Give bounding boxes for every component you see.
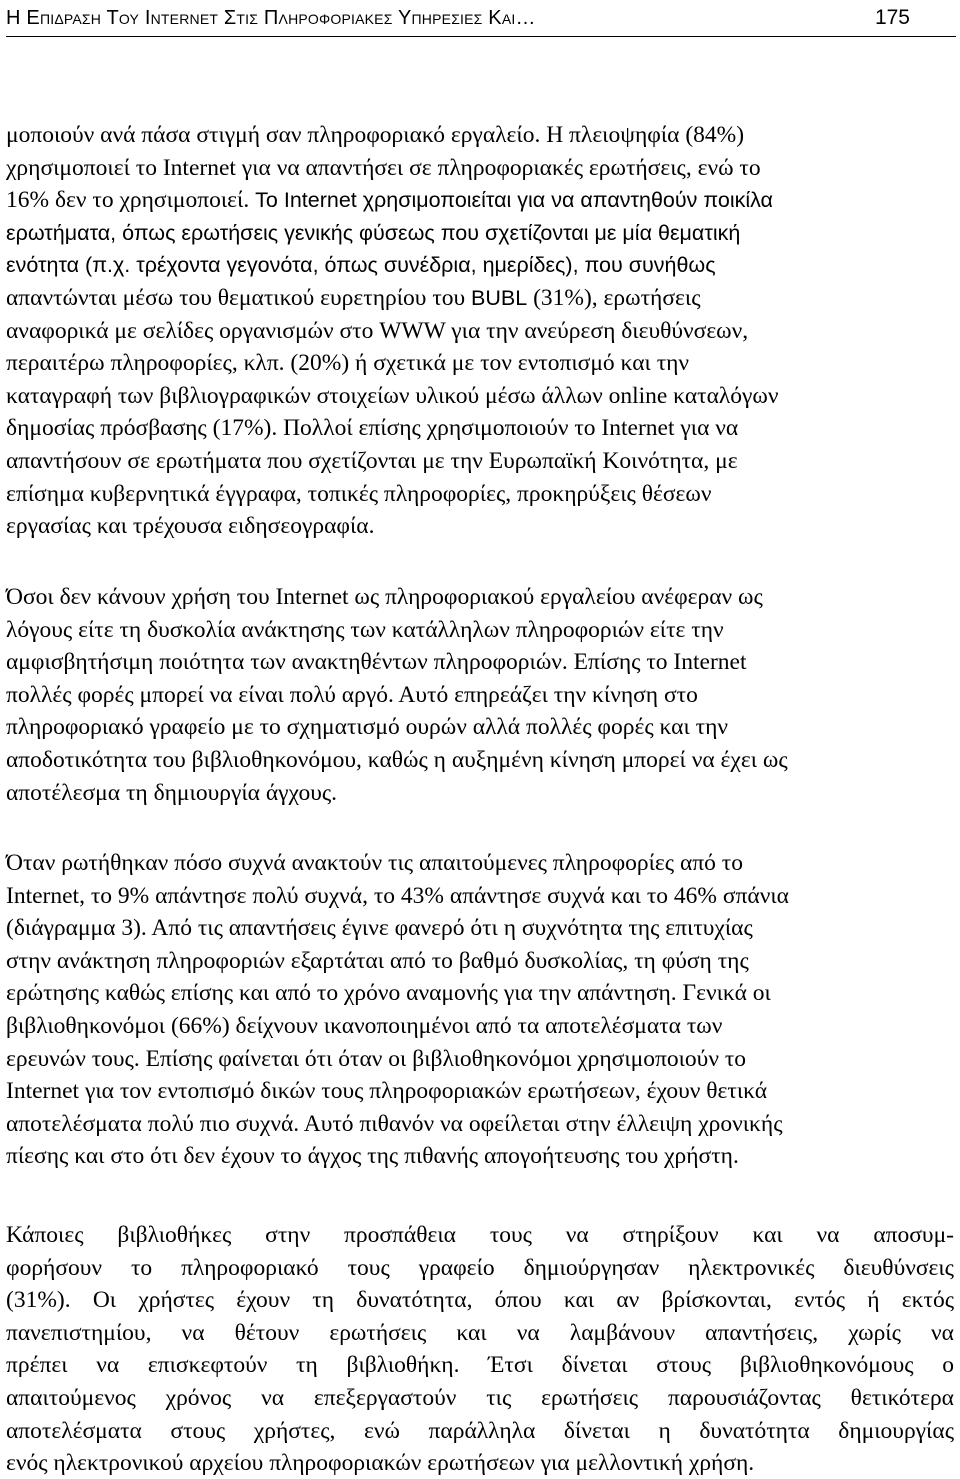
text-line (6, 184, 954, 216)
text-segment: απαντώνται μέσω του θεματικού ευρετηρίου του (6, 285, 472, 311)
text-segment: αποδοτικότητα του βιβλιοθηκονόμου, καθώς η αυξημένη κίνηση μπορεί να έχει ως (6, 747, 788, 773)
text-segment: πολλές φορές μπορεί να είναι πολύ αργό. Αυτό επηρεάζει την κίνηση στο (6, 681, 698, 708)
text-segment: στην ανάκτηση πληροφοριών εξαρτάται από το βαθμό δυσκολίας, τη φύση της (6, 947, 749, 974)
text-line (6, 282, 954, 314)
text-segment: (διάγραμμα 3). Από τις απαντήσεις έγινε φανερό ότι η συχνότητα της επιτυχίας (6, 915, 753, 942)
text-segment: Το Internet χρησιμοποιείται για να απαντηθούν ποικίλα (255, 188, 773, 213)
text-line (6, 945, 954, 977)
text-line (6, 581, 954, 613)
text-line (6, 1382, 954, 1414)
text-segment: εργασίας και τρέχουσα ειδησεογραφία. (6, 513, 375, 540)
page-number: 175 (874, 6, 910, 29)
text-segment: αμφισβητήσιμη ποιότητα των ανακτηθέντων πληροφοριών. Επίσης το Internet (6, 649, 747, 676)
text-line (6, 711, 954, 743)
text-segment: 16% δεν το χρησιμοποιεί. (6, 187, 256, 214)
text-line (6, 1252, 954, 1284)
text-line (6, 510, 954, 542)
text-line (6, 977, 954, 1009)
text-segment: πληροφοριακό γραφείο με το σχηματισμό ουρών αλλά πολλές φορές και την (6, 714, 729, 741)
text-segment: Internet για τον εντοπισμό δικών τους πληροφοριακών ερωτήσεων, έχουν θετικά (6, 1078, 768, 1105)
text-line (6, 1108, 954, 1140)
text-line (6, 847, 954, 879)
header-title: Η Επιδραση Του Internet Στις Πληροφοριακες Υπηρεσιες Και… (6, 7, 536, 29)
text-segment: μοποιούν ανά πάσα στιγμή σαν πληροφοριακό εργαλείο. Η πλειοψηφία (84%) (6, 122, 745, 148)
text-segment: ερωτήματα, όπως ερωτήσεις γενικής φύσεως που σχετίζονται με μία θεματική (6, 220, 741, 245)
text-segment: ενός ηλεκτρονικού αρχείου πληροφοριακών ερωτήσεων για μελλοντική χρήση. (6, 1450, 755, 1477)
text-line (6, 445, 954, 477)
text-line (6, 152, 954, 184)
text-segment: αναφορικά με σελίδες οργανισμών στο WWW για την ανεύρεση διευθύνσεων, (6, 317, 749, 344)
running-header (6, 2, 956, 37)
text-segment: απαιτούμενος χρόνος να επεξεργαστούν τις ερωτήσεις παρουσιάζοντας θετικότερα (6, 1385, 954, 1411)
text-segment: λόγους είτε τη δυσκολία ανάκτησης των κατάλληλων πληροφοριών είτε την (6, 616, 724, 643)
text-segment: αποτελέσματα πολύ πιο συχνά. Αυτό πιθανόν να οφείλεται στην έλλειψη χρονικής (6, 1110, 783, 1137)
text-segment: ερώτησης καθώς επίσης και από το χρόνο αναμονής για την απάντηση. Γενικά οι (6, 980, 771, 1007)
text-line (6, 1075, 954, 1107)
text-segment: (31%), ερωτήσεις (527, 285, 701, 311)
text-segment: ενότητα (π.χ. τρέχοντα γεγονότα, όπως συνέδρια, ημερίδες), που συνήθως (6, 253, 716, 278)
text-line (6, 614, 954, 646)
text-line (6, 1219, 954, 1251)
text-segment: ερευνών τους. Επίσης φαίνεται ότι όταν οι βιβλιοθηκονόμοι χρησιμοποιούν το (6, 1045, 747, 1072)
text-segment: αποτελέσματα στους χρήστες, ενώ παράλληλα δίνεται η δυνατότητα δημιουργίας (6, 1417, 954, 1444)
text-line (6, 1140, 954, 1172)
text-segment: επίσημα κυβερνητικά έγγραφα, τοπικές πληροφορίες, προκηρύξεις θέσεων (6, 480, 712, 507)
text-line (6, 119, 954, 151)
text-line (6, 217, 954, 249)
text-line (6, 478, 954, 510)
text-line (6, 1415, 954, 1447)
text-line (6, 880, 954, 912)
text-line (6, 744, 954, 776)
text-segment: Όταν ρωτήθηκαν πόσο συχνά ανακτούν τις απαιτούμενες πληροφορίες από το (6, 850, 743, 876)
text-line (6, 1349, 954, 1381)
text-line (6, 646, 954, 678)
text-line (6, 315, 954, 347)
text-segment: αποτέλεσμα τη δημιουργία άγχους. (6, 779, 338, 806)
text-line (6, 380, 954, 412)
text-line (6, 347, 954, 379)
text-segment: Όσοι δεν κάνουν χρήση του Internet ως πληροφοριακού εργαλείου ανέφεραν ως (6, 584, 763, 610)
text-line (6, 1317, 954, 1349)
text-segment: (31%). Οι χρήστες έχουν τη δυνατότητα, όπου και αν βρίσκονται, εντός ή εκτός (6, 1287, 954, 1314)
text-segment: πίεσης και στο ότι δεν έχουν το άγχος της πιθανής απογοήτευσης του χρήστη. (6, 1143, 739, 1170)
text-line (6, 1447, 954, 1479)
text-line (6, 249, 954, 281)
text-segment: βιβλιοθηκονόμοι (66%) δείχνουν ικανοποιημένοι από τα αποτελέσματα των (6, 1013, 723, 1039)
text-segment: απαντήσουν σε ερωτήματα που σχετίζονται με την Ευρωπαϊκή Κοινότητα, με (6, 448, 738, 474)
text-line (6, 1043, 954, 1075)
text-line (6, 412, 954, 444)
text-segment: χρησιμοποιεί το Internet για να απαντήσει σε πληροφοριακές ερωτήσεις, ενώ το (6, 154, 761, 181)
text-segment: φορήσουν το πληροφοριακό τους γραφείο δημιούργησαν ηλεκτρονικές διευθύνσεις (6, 1254, 954, 1281)
text-segment: Κάποιες βιβλιοθήκες στην προσπάθεια τους να στηρίξουν και να αποσυμ- (6, 1222, 954, 1248)
text-segment: περαιτέρω πληροφορίες, κλπ. (20%) ή σχετικά με τον εντοπισμό και την (6, 350, 690, 377)
text-segment: BUBL (471, 286, 528, 310)
text-segment: δημοσίας πρόσβασης (17%). Πολλοί επίσης χρησιμοποιούν το Internet για να (6, 415, 739, 442)
text-line (6, 777, 954, 809)
text-segment: Internet, το 9% απάντησε πολύ συχνά, το 43% απάντησε συχνά και το 46% σπάνια (6, 882, 789, 909)
text-line (6, 1010, 954, 1042)
text-segment: καταγραφή των βιβλιογραφικών στοιχείων υλικού μέσω άλλων online καταλόγων (6, 382, 779, 409)
text-segment: πανεπιστημίου, να θέτουν ερωτήσεις και να λαμβάνουν απαντήσεις, χωρίς να (6, 1319, 954, 1346)
text-line (6, 912, 954, 944)
text-line (6, 679, 954, 711)
text-segment: πρέπει να επισκεφτούν τη βιβλιοθήκη. Έτσι δίνεται στους βιβλιοθηκονόμους ο (6, 1352, 954, 1379)
text-line (6, 1284, 954, 1316)
